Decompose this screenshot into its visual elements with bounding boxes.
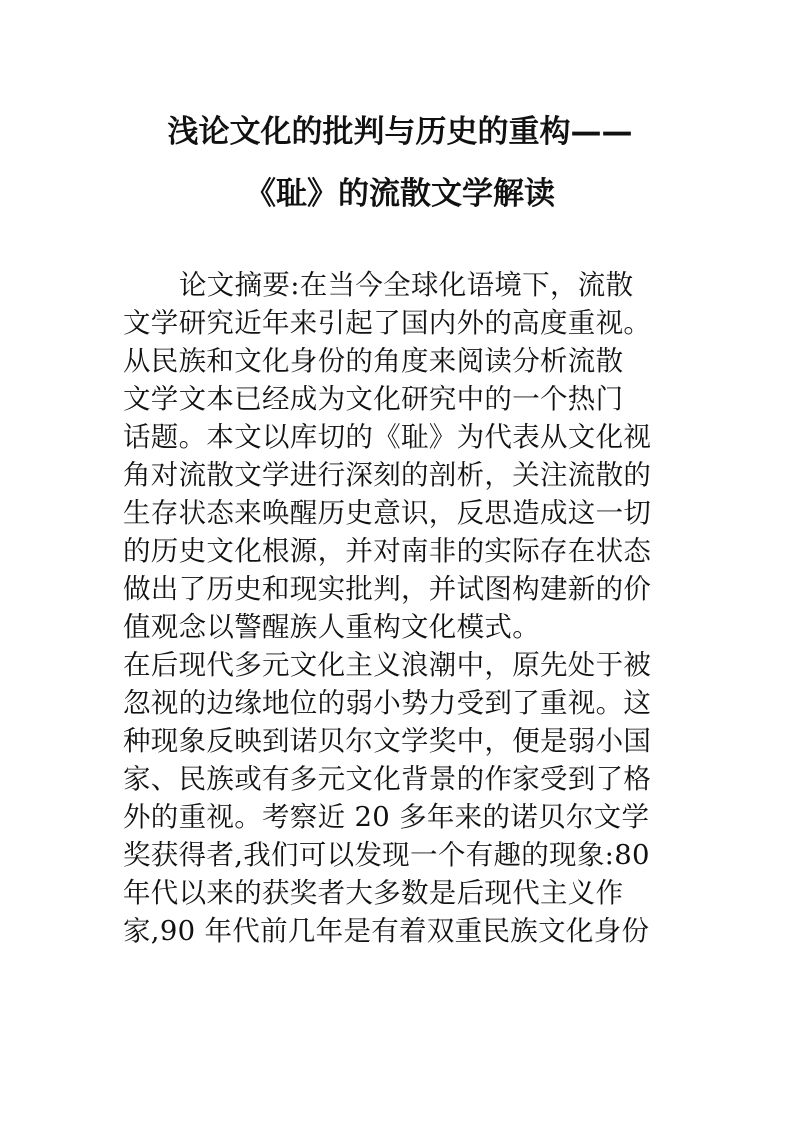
- text-line: 家,90 年代前几年是有着双重民族文化身份: [123, 915, 650, 947]
- text-line: 家、民族或有多元文化背景的作家受到了格: [123, 763, 652, 795]
- text-line: 从民族和文化身份的角度来阅读分析流散: [123, 345, 624, 377]
- text-line: 生存状态来唤醒历史意识，反思造成这一切: [123, 497, 652, 529]
- text-line: 种现象反映到诺贝尔文学奖中，便是弱小国: [123, 725, 652, 757]
- text-line: 论文摘要:在当今全球化语境下，流散: [179, 269, 634, 301]
- text-line: 在后现代多元文化主义浪潮中，原先处于被: [123, 649, 652, 681]
- title-line-2: 《耻》的流散文学解读: [245, 176, 555, 212]
- abstract-body: [123, 266, 703, 950]
- text-line: 奖获得者,我们可以发现一个有趣的现象:80: [123, 839, 650, 871]
- text-line: 值观念以警醒族人重构文化模式。: [123, 611, 540, 643]
- text-line: 忽视的边缘地位的弱小势力受到了重视。这: [123, 687, 652, 719]
- text-line: 做出了历史和现实批判，并试图构建新的价: [123, 573, 652, 605]
- text-line: 年代以来的获奖者大多数是后现代主义作: [123, 877, 624, 909]
- text-line: 文学研究近年来引起了国内外的高度重视。: [123, 307, 652, 339]
- text-line: 文学文本已经成为文化研究中的一个热门: [123, 383, 624, 415]
- text-line: 的历史文化根源，并对南非的实际存在状态: [123, 535, 652, 567]
- text-line: 角对流散文学进行深刻的剖析，关注流散的: [123, 459, 652, 491]
- text-line: 话题。本文以库切的《耻》为代表从文化视: [123, 421, 652, 453]
- title-line-1: 浅论文化的批判与历史的重构——: [167, 114, 633, 150]
- text-line: 外的重视。考察近 20 多年来的诺贝尔文学: [123, 801, 650, 833]
